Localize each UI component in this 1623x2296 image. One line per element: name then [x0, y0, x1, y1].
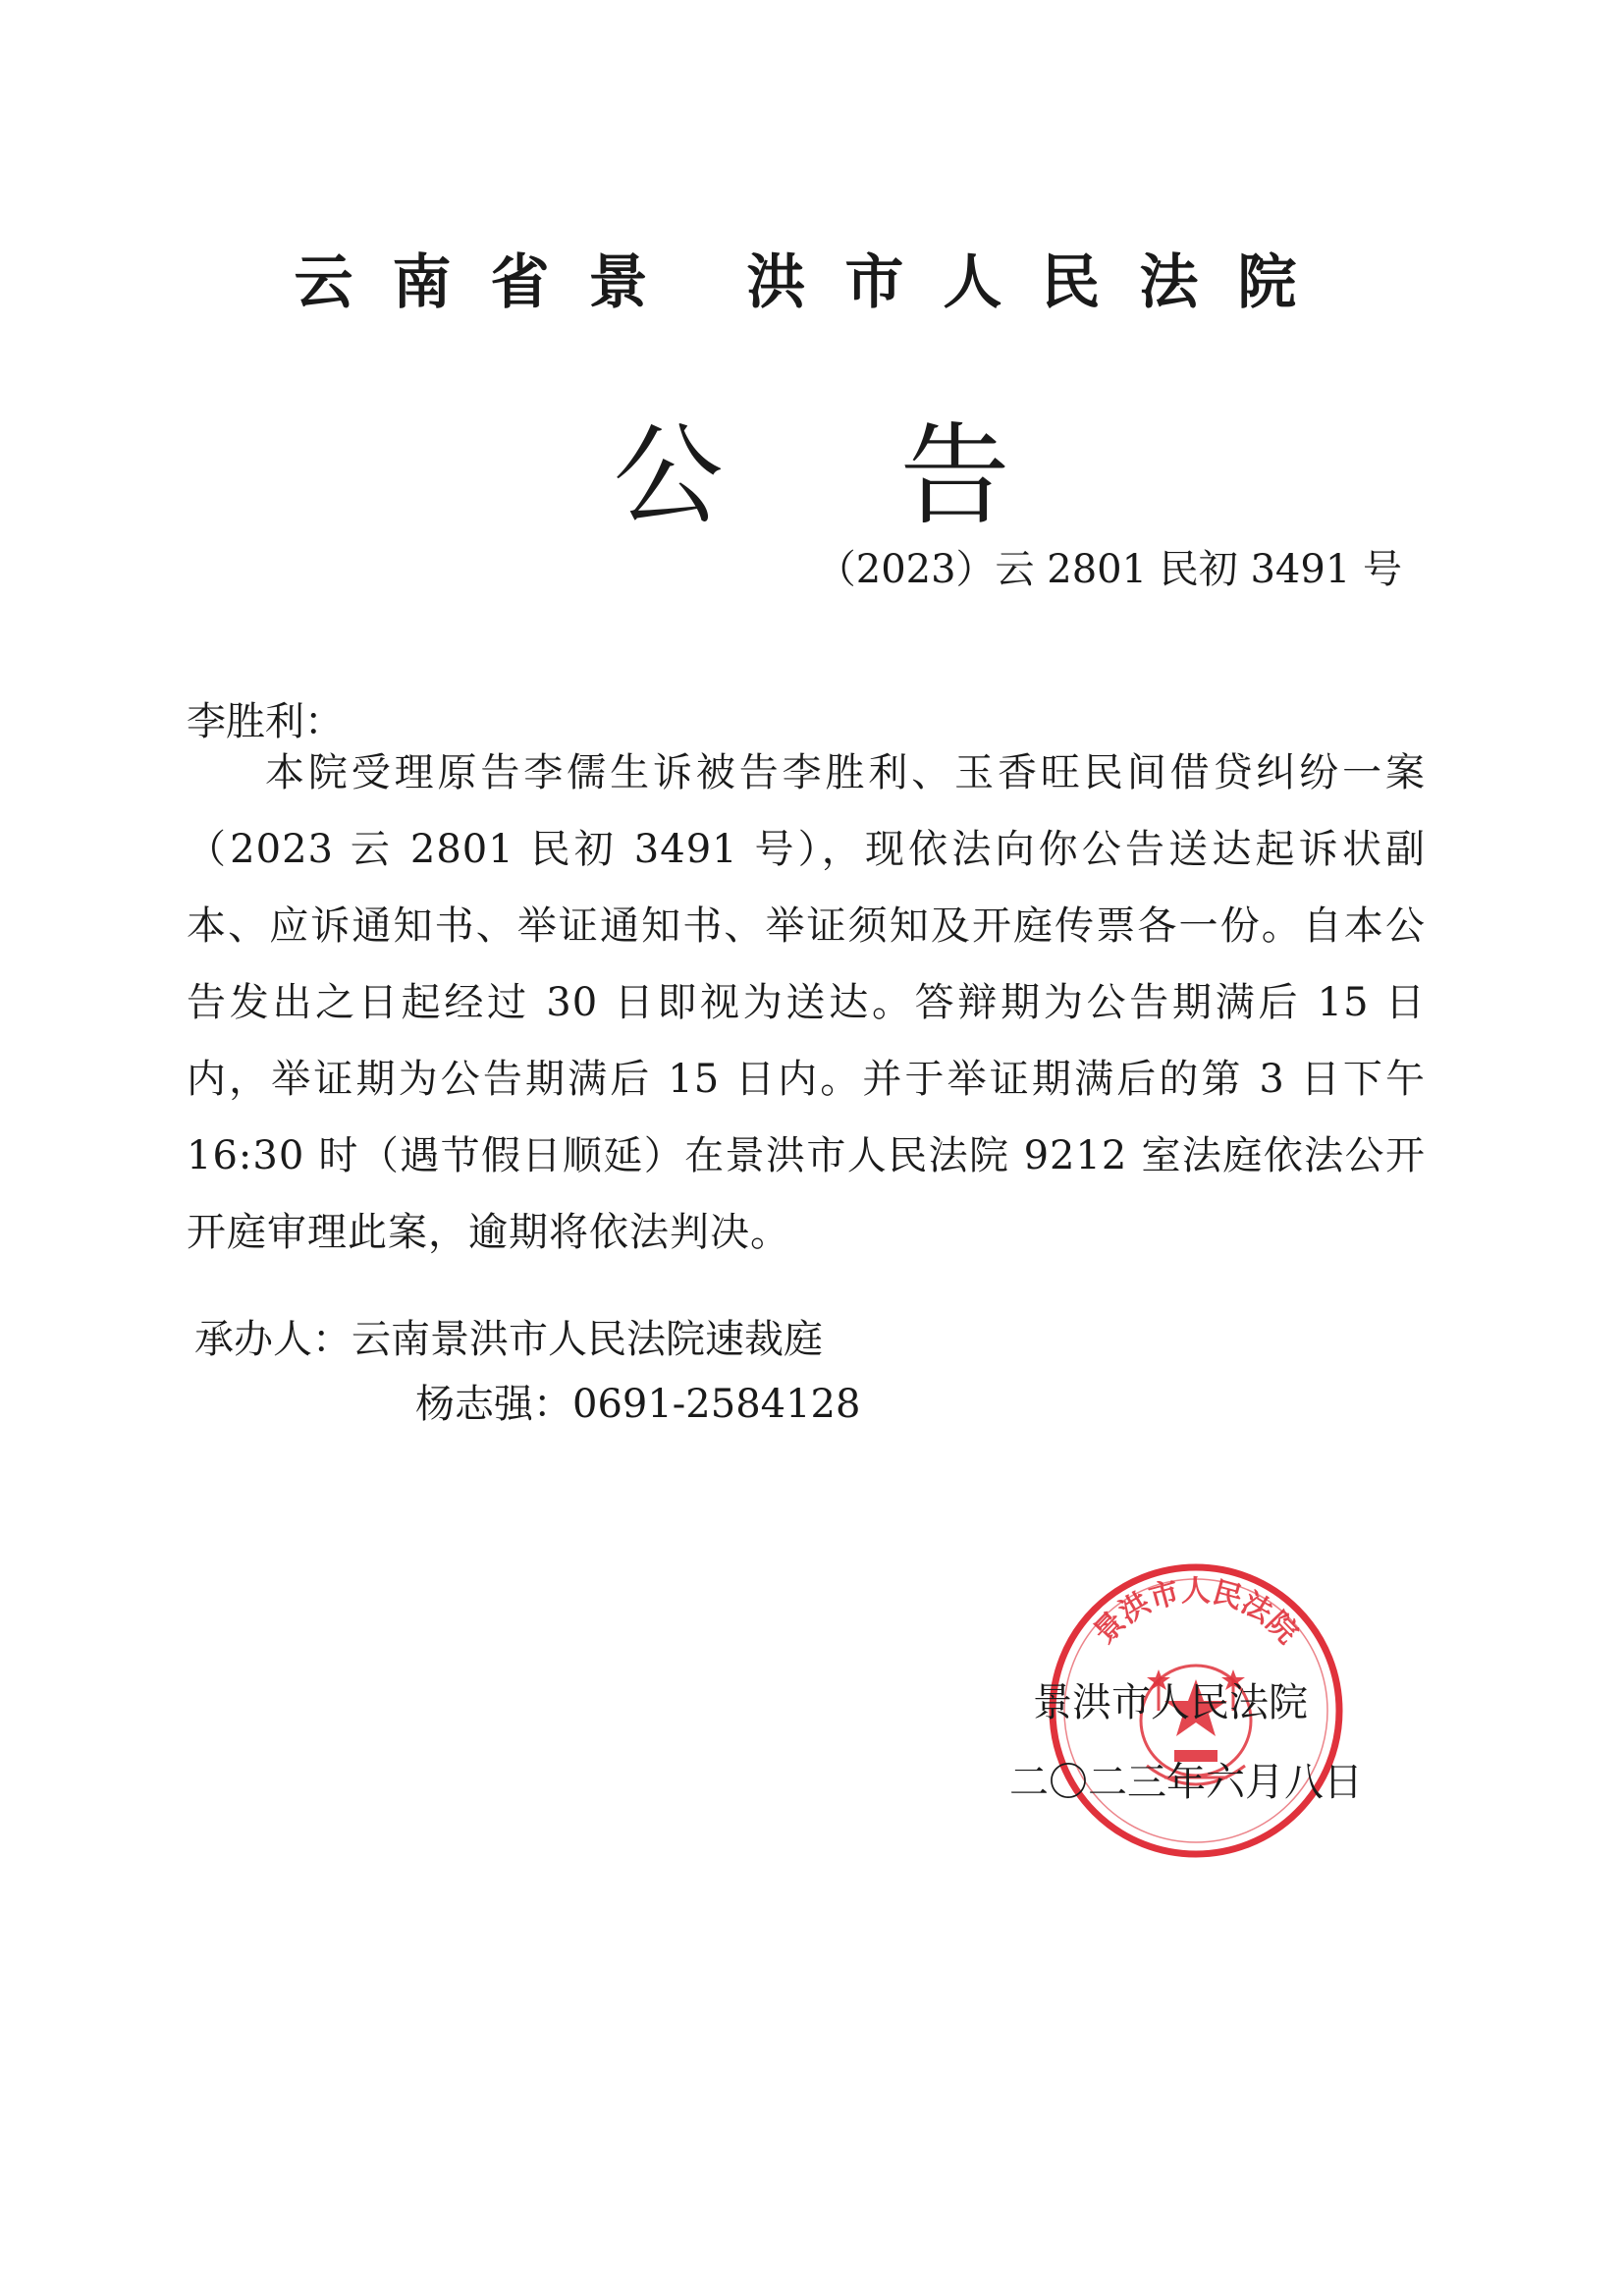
addressee: 李胜利：	[187, 699, 344, 744]
handler-contact: 杨志强：0691-2584128	[415, 1382, 861, 1427]
court-name-heading: 云南省景 洪市人民法院	[294, 248, 1336, 317]
signing-court: 景洪市人民法院	[1033, 1680, 1308, 1725]
seal-text: 景洪市人民法院	[1087, 1574, 1305, 1651]
case-number: （2023）云 2801 民初 3491 号	[816, 547, 1402, 592]
signing-date: 二〇二三年六月八日	[1009, 1760, 1363, 1805]
handler-line: 承办人：云南景洪市人民法院速裁庭	[194, 1317, 823, 1362]
document-title: 公告	[613, 412, 1187, 540]
notice-body: 本院受理原告李儒生诉被告李胜利、玉香旺民间借贷纠纷一案（2023 云 2801 民初 3491 号），现依法向你公告送达起诉状副本、应诉通知书、举证通知书、举证须知及开庭传票各一份。自本公告发出之日起经过 30 日即视为送达。答辩期为公告期满后 15 日内，举证期为公告期满后 15 日内。并于举证期满后的第 3 日下午 16:30 时（遇节假日顺延）在景洪市人民法院 9212 室法庭依法公开开庭审理此案，逾期将依法判决。	[187, 750, 1426, 1255]
